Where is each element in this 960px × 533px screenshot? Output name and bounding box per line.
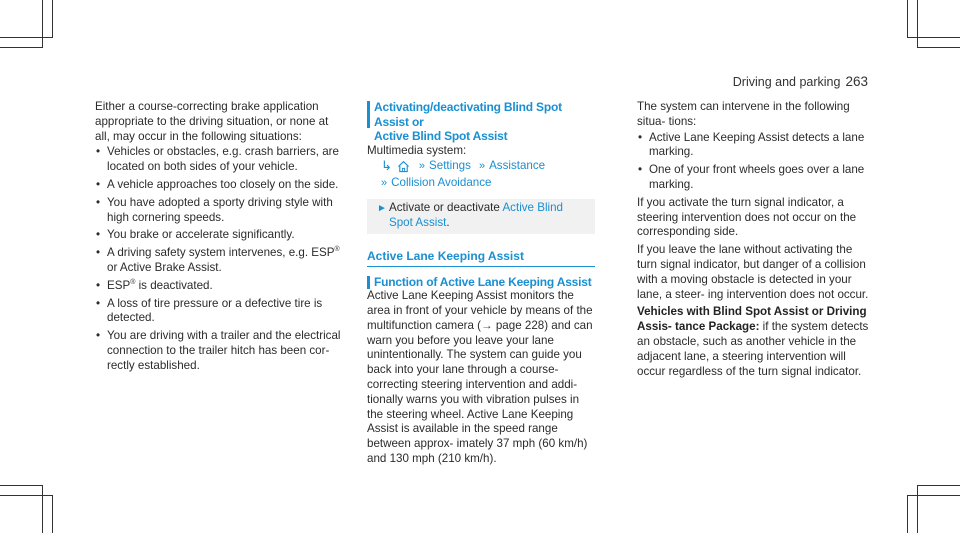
- crop-mark: [42, 0, 43, 48]
- crop-mark: [917, 47, 960, 48]
- menu-item-assistance[interactable]: Assistance: [489, 159, 546, 173]
- crop-mark: [0, 37, 53, 38]
- section-heading-blind-spot: Activating/deactivating Blind Spot Assist or Active Blind Spot Assist: [367, 100, 595, 144]
- crop-mark: [42, 485, 43, 533]
- menu-item-collision-avoidance[interactable]: Collision Avoidance: [391, 176, 492, 190]
- crop-mark: [0, 485, 43, 486]
- arrow-right-icon: →: [481, 318, 493, 332]
- action-step: ► Activate or deactivate Active Blind Spot Assist.: [367, 199, 595, 234]
- bullet-icon: •: [96, 228, 101, 242]
- list-item: • A driving safety system intervenes, e.g. ESP® or Active Brake Assist.: [96, 246, 340, 274]
- crop-mark: [917, 485, 960, 486]
- home-icon[interactable]: [397, 160, 410, 173]
- list-item: • A vehicle approaches too closely on the side.: [96, 177, 339, 191]
- list-item: • ESP® is deactivated.: [96, 278, 213, 292]
- crop-mark: [907, 495, 960, 496]
- registered-mark: ®: [130, 278, 136, 286]
- section-title: Driving and parking: [732, 75, 841, 89]
- list-item: • You brake or accelerate significantly.: [96, 228, 295, 242]
- bullet-icon: •: [96, 329, 101, 343]
- page-number: 263: [845, 74, 868, 89]
- crop-mark: [0, 495, 53, 496]
- bullet-icon: •: [96, 195, 101, 209]
- crop-mark: [917, 485, 918, 533]
- page-reference-link[interactable]: page 228: [492, 318, 545, 332]
- running-header: [733, 74, 868, 89]
- crop-mark: [0, 47, 43, 48]
- list-item: • You are driving with a trailer and the electrical connection to the trailer hitch has been cor- rectly established.: [96, 329, 341, 372]
- list-item: • Vehicles or obstacles, e.g. crash barriers, are located on both sides of your vehicle.: [96, 145, 339, 174]
- paragraph: Vehicles with Blind Spot Assist or Driving Assis- tance Package: if the system detects an obstacle, such as another vehicle in the adjacent lane, a steering intervention will occur regardless of the turn signal indicator.: [637, 305, 869, 378]
- subheading-active-lane-keeping: Active Lane Keeping Assist: [367, 249, 595, 267]
- menu-item-settings[interactable]: Settings: [429, 159, 471, 173]
- crop-mark: [52, 495, 53, 533]
- situation-list: [95, 145, 345, 373]
- bullet-icon: •: [638, 163, 643, 177]
- multimedia-label: Multimedia system:: [367, 143, 467, 157]
- paragraph: If you activate the turn signal indicator, a steering intervention does not occur on the corresponding side.: [637, 195, 857, 239]
- action-triangle-icon: ►: [377, 203, 387, 215]
- bullet-icon: •: [96, 177, 101, 191]
- column-right: [637, 100, 869, 379]
- double-chevron-icon: »: [418, 160, 426, 173]
- double-chevron-icon: »: [381, 177, 388, 190]
- column-middle: [367, 100, 595, 467]
- crop-mark: [907, 37, 960, 38]
- crop-mark: [907, 0, 908, 38]
- bullet-icon: •: [96, 278, 101, 292]
- bold-lead: Vehicles with Blind Spot Assist or Driving Assis- tance Package:: [637, 305, 867, 334]
- column-left: [95, 100, 345, 377]
- list-item: • One of your front wheels goes over a lane marking.: [638, 163, 865, 191]
- bullet-icon: •: [96, 145, 101, 159]
- crop-mark: [907, 495, 908, 533]
- paragraph: If you leave the lane without activating the turn signal indicator, but danger of a collision with a moving obstacle is detected in your lane, a steer- ing intervention does not occur.: [637, 243, 869, 301]
- intro-paragraph: The system can intervene in the following situa- tions:: [637, 100, 850, 128]
- crop-mark: [917, 0, 918, 48]
- list-item: • You have adopted a sporty driving style with high cornering speeds.: [96, 195, 333, 224]
- crop-mark: [52, 0, 53, 38]
- link-active-blind-spot-assist[interactable]: Active Blind Spot Assist: [389, 201, 564, 230]
- list-item: • A loss of tire pressure or a defective tire is detected.: [96, 296, 323, 325]
- menu-path-line2: [367, 175, 595, 192]
- menu-path: [367, 158, 595, 175]
- registered-mark: ®: [334, 246, 340, 254]
- bullet-icon: •: [96, 296, 101, 310]
- intro-paragraph: Either a course-correcting brake application appropriate to the driving situation, or none at all, may occur in the following situations:: [95, 100, 329, 143]
- function-paragraph: Active Lane Keeping Assist monitors the area in front of your vehicle by means of the multifunction camera (→ page 228) and can warn you before you leave your lane unintentionally. The system can guide you back into your lane through a course-correcting steering intervention and addi- tionally warns you with vibration pulses in the steering wheel. Active Lane Keeping Assist is available in the speed range between approx- imately 37 mph (60 km/h) and 130 mph (210 km/h).: [367, 289, 593, 465]
- bullet-icon: •: [638, 130, 643, 144]
- bullet-icon: •: [96, 246, 101, 260]
- double-chevron-icon: »: [478, 160, 486, 173]
- list-item: • Active Lane Keeping Assist detects a lane marking.: [638, 130, 865, 159]
- situation-list: [637, 131, 869, 193]
- hook-arrow-icon: ↳: [381, 158, 392, 174]
- section-heading-function: Function of Active Lane Keeping Assist: [367, 275, 595, 290]
